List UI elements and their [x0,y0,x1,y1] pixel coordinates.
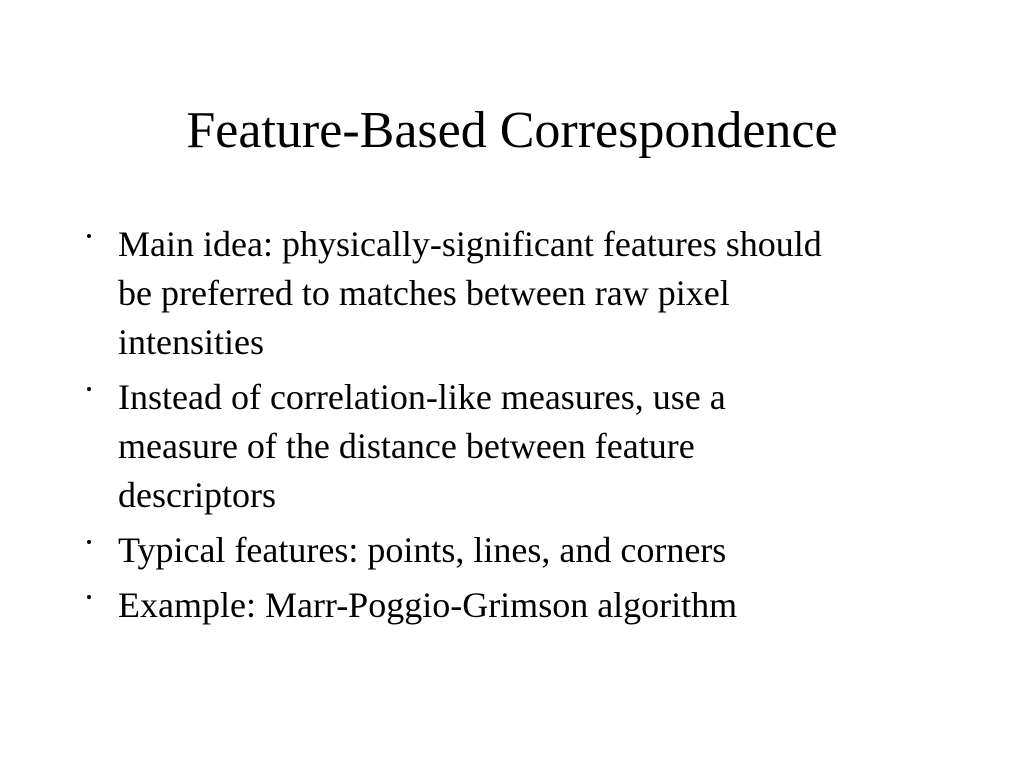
bullet-item-4 [0,581,1024,630]
bullet-line: descriptors [118,475,276,515]
bullet-list [0,220,1024,636]
bullet-icon [87,540,91,544]
bullet-item-1 [0,220,1024,367]
bullet-text-1 [118,220,938,367]
bullet-item-2 [0,373,1024,520]
bullet-line: Main idea: physically-significant features should [118,224,822,264]
bullet-text-4 [118,581,938,630]
bullet-icon [87,234,91,238]
bullet-icon [87,595,91,599]
bullet-line: Instead of correlation-like measures, use a [118,377,726,417]
bullet-line: measure of the distance between feature [118,426,695,466]
bullet-item-3 [0,526,1024,575]
bullet-line: Typical features: points, lines, and corners [118,530,727,570]
bullet-line: Example: Marr-Poggio-Grimson algorithm [118,585,738,625]
bullet-line: be preferred to matches between raw pixel [118,273,730,313]
bullet-line: intensities [118,322,264,362]
bullet-text-3 [118,526,938,575]
bullet-text-2 [118,373,938,520]
bullet-icon [87,387,91,391]
slide-title: Feature-Based Correspondence [186,102,838,159]
